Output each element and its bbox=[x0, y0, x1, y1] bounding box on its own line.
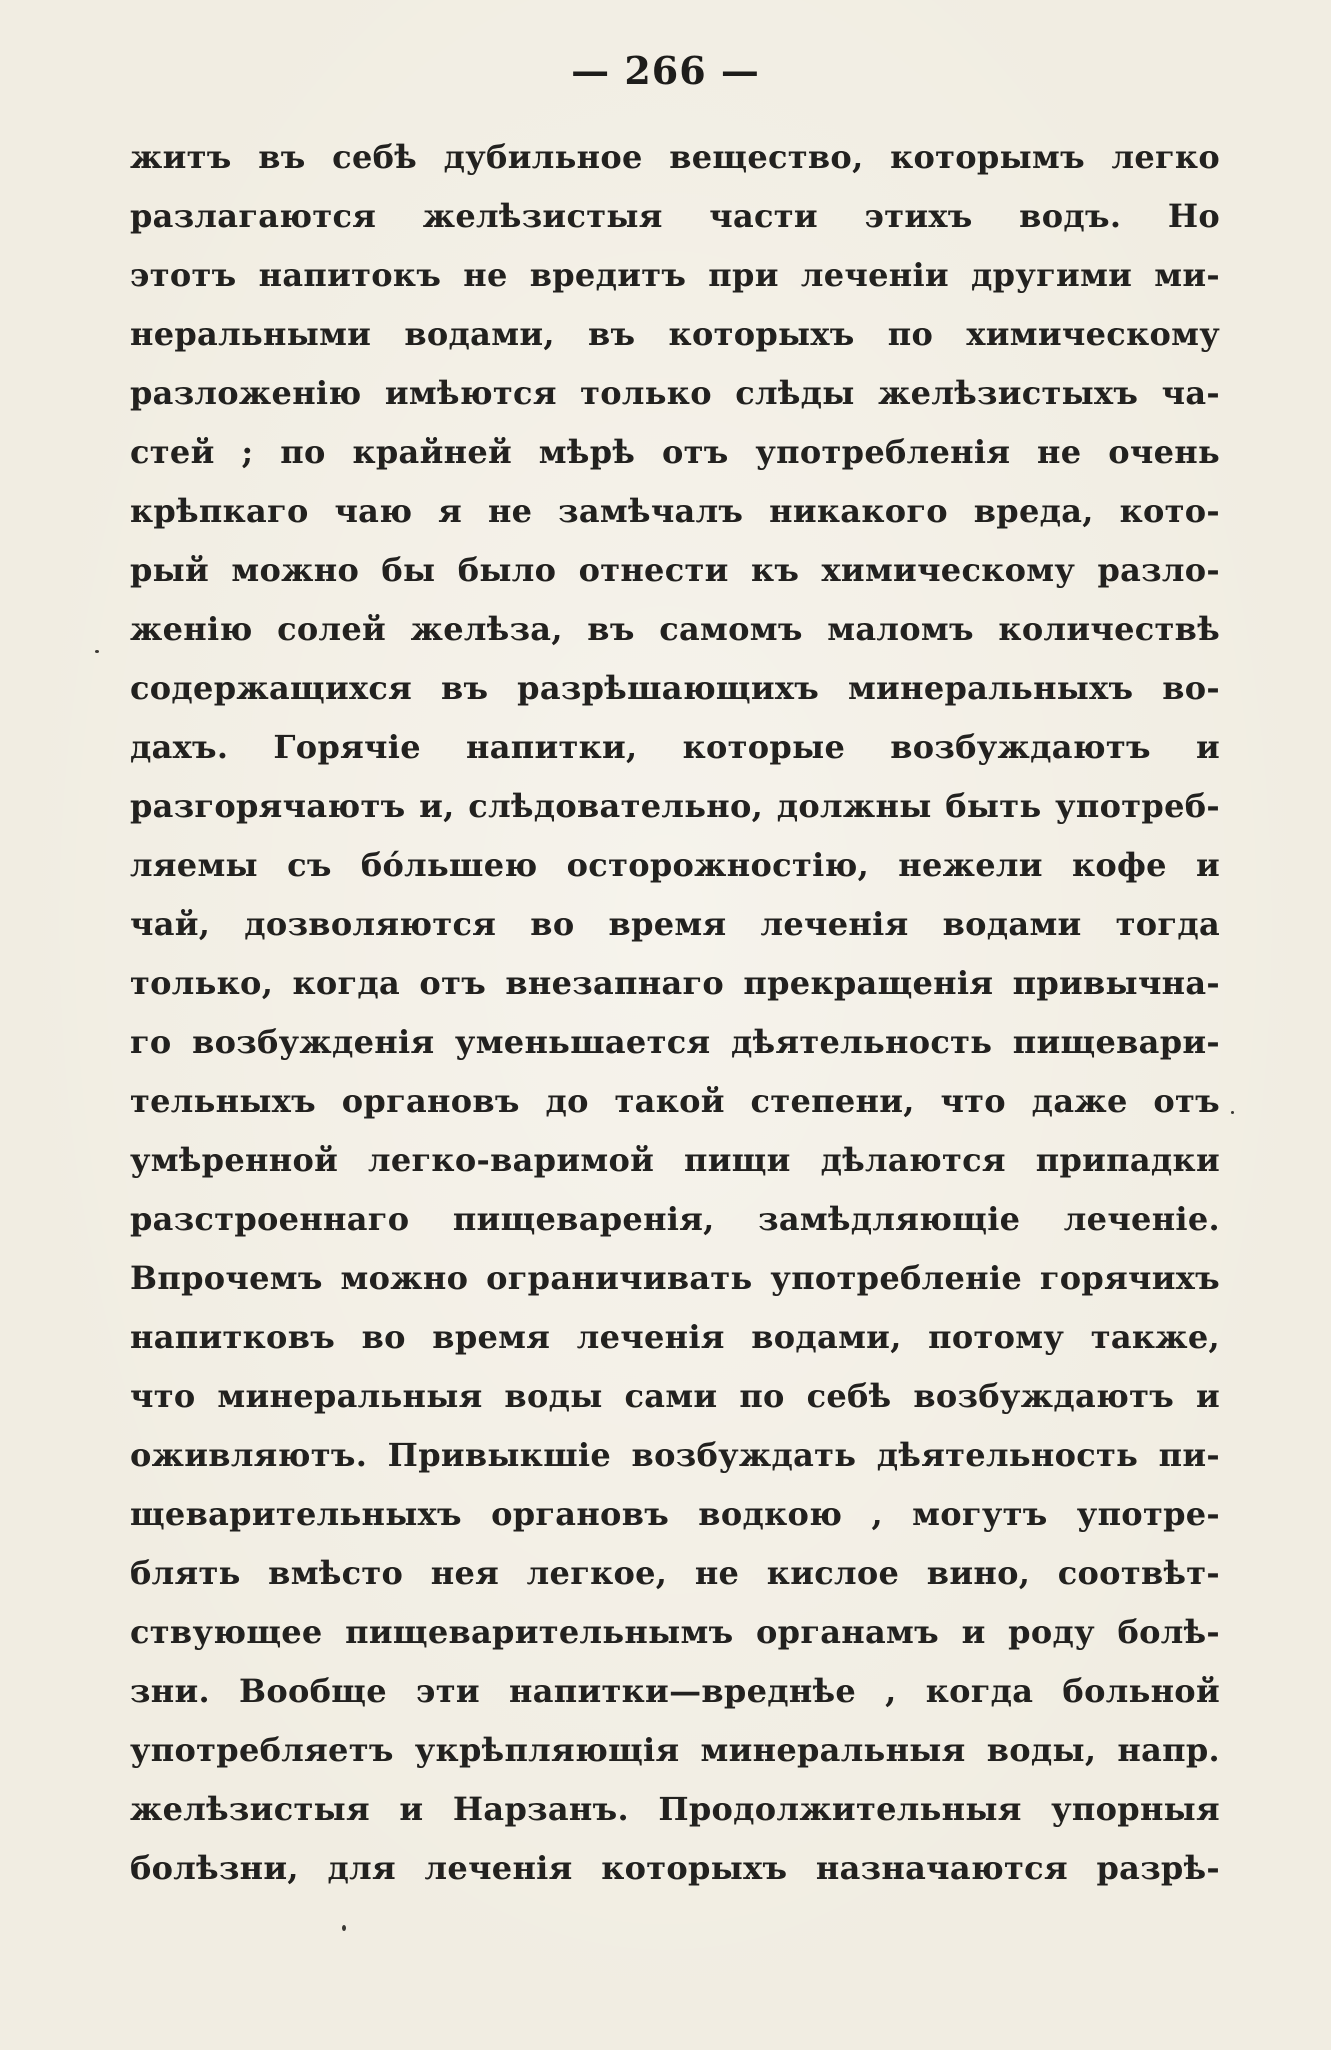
text-line: только, когда отъ внезапнаго прекращенія привычна- bbox=[130, 964, 1220, 1002]
text-line: разложенію имѣются только слѣды желѣзистыхъ ча- bbox=[130, 374, 1220, 412]
text-line: употребляетъ укрѣпляющія минеральныя воды, напр. bbox=[130, 1731, 1220, 1769]
paper-speck bbox=[95, 650, 99, 653]
text-line: содержащихся въ разрѣшающихъ минеральныхъ во- bbox=[130, 669, 1220, 707]
text-line: неральными водами, въ которыхъ по химическому bbox=[130, 315, 1220, 353]
text-line: ляемы съ бо́льшею осторожностію, нежели кофе и bbox=[130, 846, 1220, 884]
text-line: щеварительныхъ органовъ водкою , могутъ употре- bbox=[130, 1495, 1220, 1533]
text-line: разлагаются желѣзистыя части этихъ водъ. Но bbox=[130, 197, 1220, 235]
text-line: крѣпкаго чаю я не замѣчалъ никакого вреда, кото- bbox=[130, 492, 1220, 530]
text-line: дахъ. Горячіе напитки, которые возбуждаютъ и bbox=[130, 728, 1220, 766]
text-line: женію солей желѣза, въ самомъ маломъ количествѣ bbox=[130, 610, 1220, 648]
text-line: стей ; по крайней мѣрѣ отъ употребленія не очень bbox=[130, 433, 1220, 471]
text-line: желѣзистыя и Нарзанъ. Продолжительныя упорныя bbox=[130, 1790, 1220, 1828]
text-line: этотъ напитокъ не вредитъ при леченіи другими ми- bbox=[130, 256, 1220, 294]
text-line: что минеральныя воды сами по себѣ возбуждаютъ и bbox=[130, 1377, 1220, 1415]
text-line: ствующее пищеварительнымъ органамъ и роду болѣ- bbox=[130, 1613, 1220, 1651]
paper-speck bbox=[342, 1925, 346, 1931]
text-line: зни. Вообще эти напитки—вреднѣе , когда больной bbox=[130, 1672, 1220, 1710]
text-line: напитковъ во время леченія водами, потому также, bbox=[130, 1318, 1220, 1356]
text-line: житъ въ себѣ дубильное вещество, которымъ легко bbox=[130, 138, 1220, 176]
text-line: тельныхъ органовъ до такой степени, что даже отъ bbox=[130, 1082, 1220, 1120]
paper-speck bbox=[1231, 1111, 1234, 1114]
text-line: болѣзни, для леченія которыхъ назначаются разрѣ- bbox=[130, 1849, 1220, 1887]
text-line: рый можно бы было отнести къ химическому разло- bbox=[130, 551, 1220, 589]
page-number: — 266 — bbox=[571, 48, 760, 93]
text-line: Впрочемъ можно ограничивать употребленіе горячихъ bbox=[130, 1259, 1220, 1297]
text-line: блять вмѣсто нея легкое, не кислое вино, соотвѣт- bbox=[130, 1554, 1220, 1592]
text-line: разстроеннаго пищеваренія, замѣдляющіе леченіе. bbox=[130, 1200, 1220, 1238]
text-line: разгорячаютъ и, слѣдовательно, должны быть употреб- bbox=[130, 787, 1220, 825]
body-text bbox=[130, 128, 1220, 1898]
text-line: го возбужденія уменьшается дѣятельность пищевари- bbox=[130, 1023, 1220, 1061]
text-line: оживляютъ. Привыкшіе возбуждать дѣятельность пи- bbox=[130, 1436, 1220, 1474]
text-line: чай, дозволяются во время леченія водами тогда bbox=[130, 905, 1220, 943]
text-line: умѣренной легко-варимой пищи дѣлаются припадки bbox=[130, 1141, 1220, 1179]
